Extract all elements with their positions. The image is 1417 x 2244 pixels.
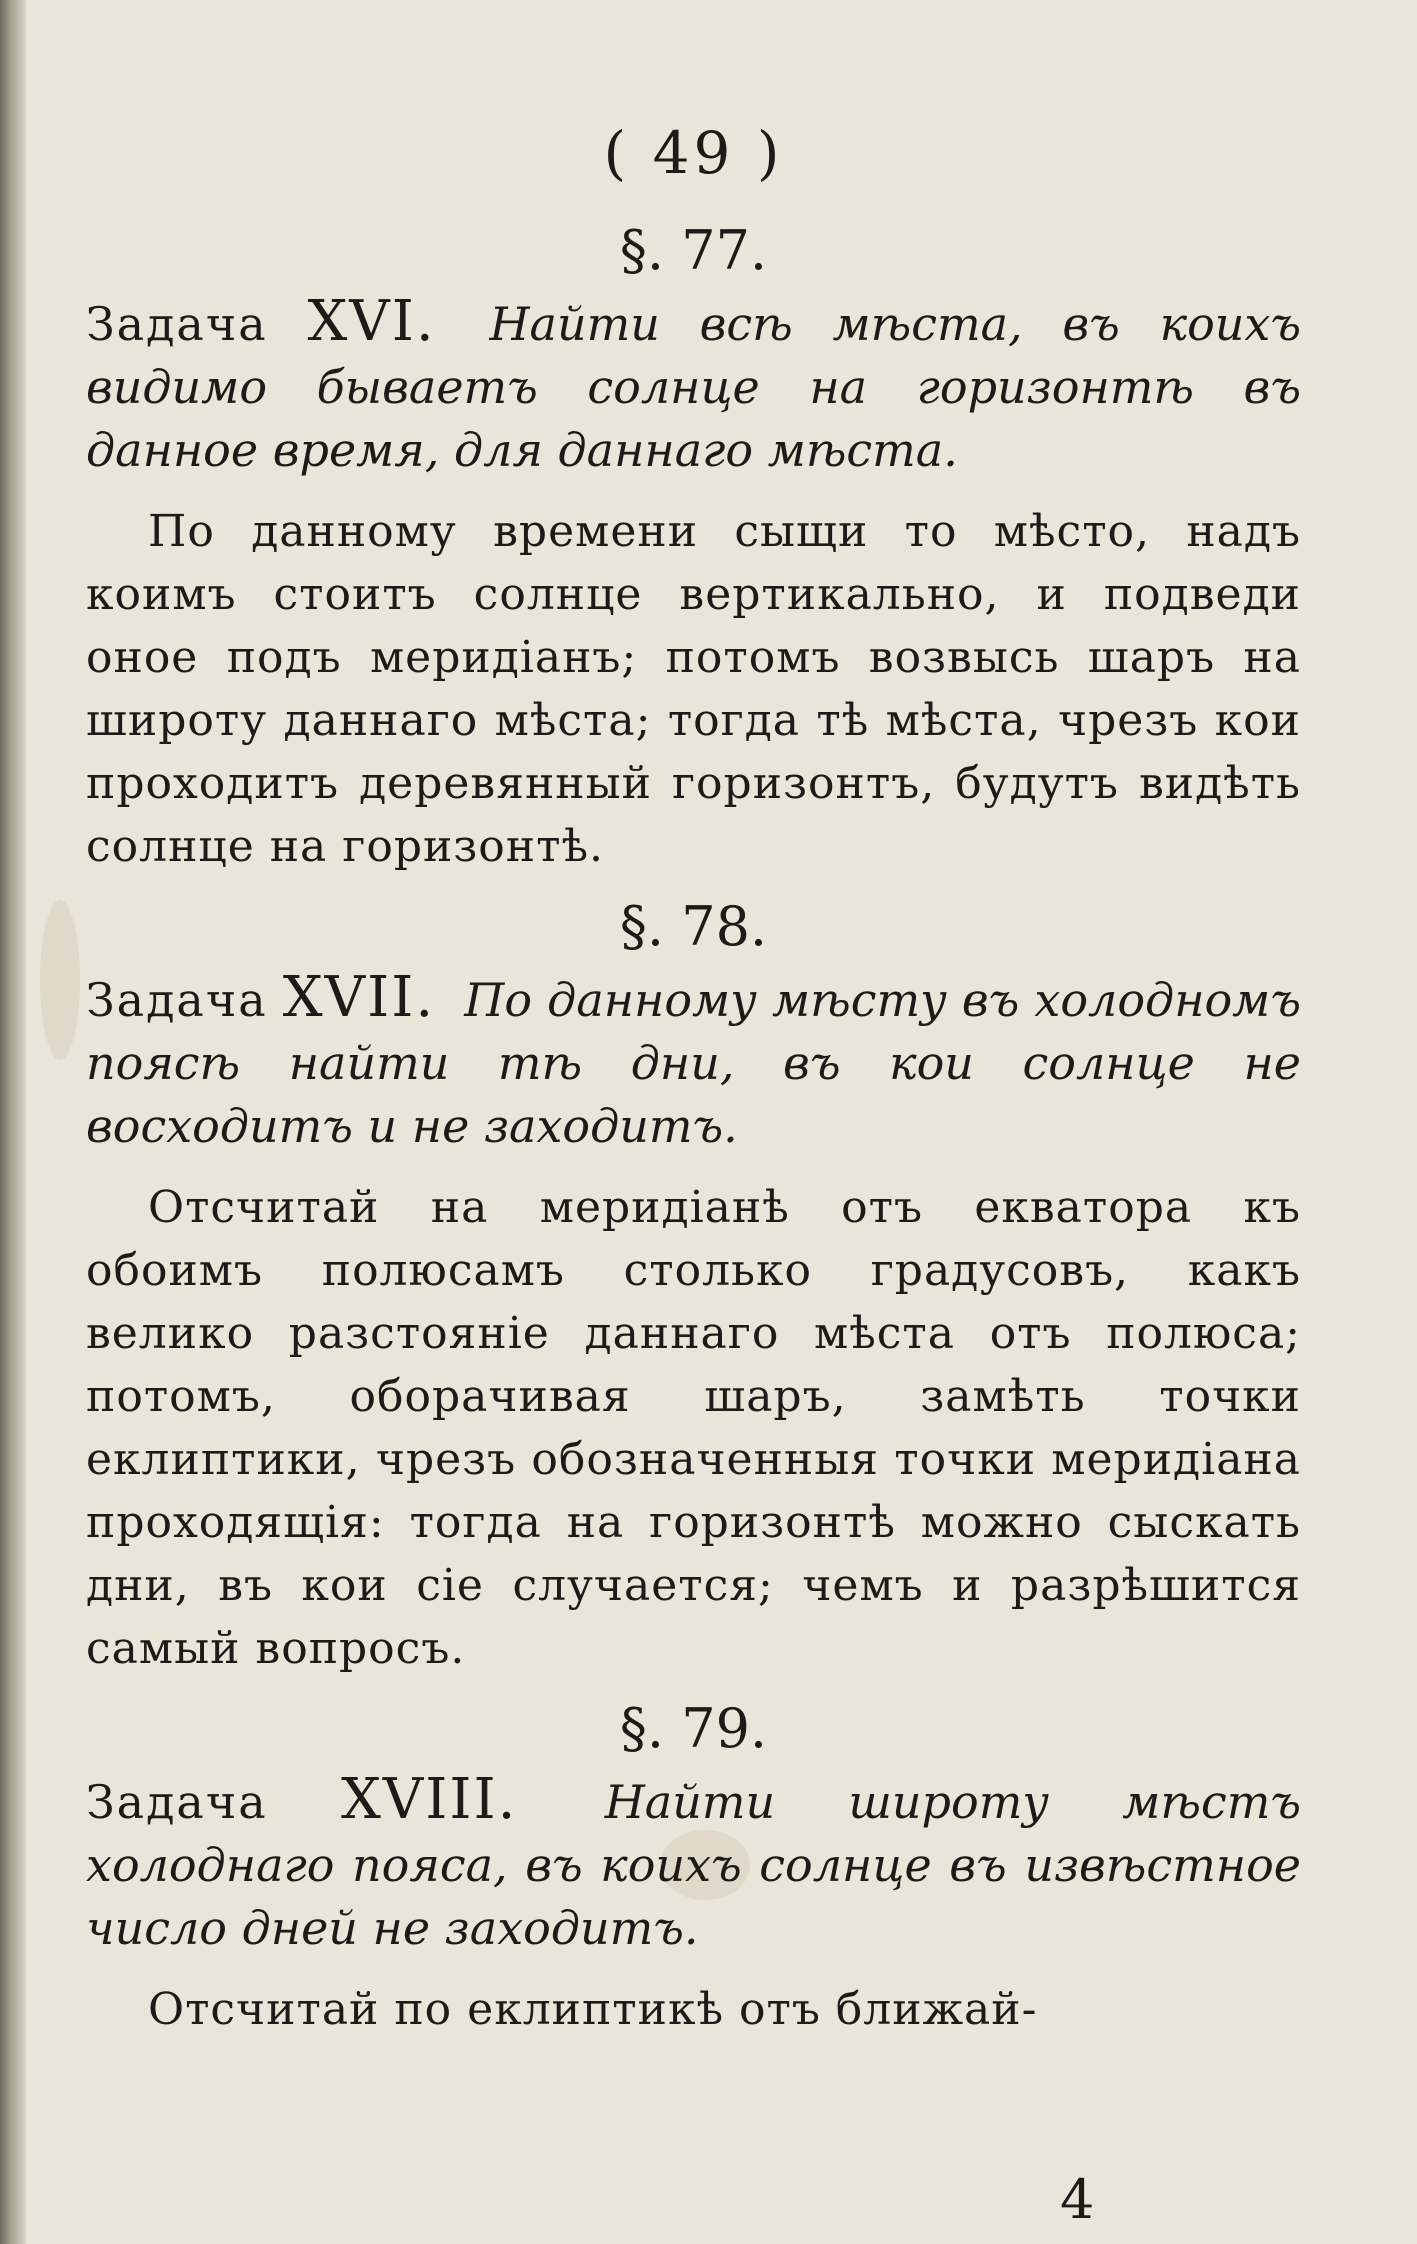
section-mark: §. 77. (619, 219, 768, 282)
problem-number: XVII. (282, 965, 436, 1030)
solution-paragraph: Отсчитай на меридіанѣ отъ екватора къ обоимъ полюсамъ столько градусовъ, какъ велико разстояніе даннаго мѣста отъ полюса; потомъ, оборачивая шаръ, замѣть точки еклиптики, чрезъ обозначенныя точки меридіана проходящія: тогда на горизонтѣ можно сыскать дни, въ кои сіе случается; чемъ и разрѣшится самый вопросъ. (86, 1182, 1301, 1674)
problem-statement: По данному мѣсту въ холодномъ поясѣ найти тѣ дни, въ кои солнце не восходитъ и не заходитъ. (86, 973, 1301, 1153)
problem-statement: Найти всѣ мѣста, въ коихъ видимо бываетъ солнце на горизонтѣ въ данное время, для даннаго мѣста. (86, 297, 1301, 477)
problem-heading (86, 966, 1301, 1158)
problem-number: XVIII. (340, 1767, 518, 1832)
problem-heading (86, 290, 1301, 482)
problem-label: Задача (86, 973, 268, 1027)
problem-number: XVI. (307, 289, 436, 354)
solution-paragraph: Отсчитай по еклиптикѣ отъ ближай- (148, 1984, 1038, 2035)
problem-statement: Найти широту мѣстъ холоднаго пояса, въ коихъ солнце въ извѣстное число дней не заходитъ. (86, 1775, 1302, 1955)
problem-label: Задача (86, 297, 268, 351)
section-mark: §. 78. (619, 895, 768, 958)
page-number: ( 49 ) (603, 119, 784, 187)
problem-heading (86, 1768, 1301, 1960)
book-page (86, 108, 1301, 2041)
paper-stain (40, 900, 80, 1060)
signature-mark: 4 (1060, 2168, 1095, 2231)
section-mark: §. 79. (619, 1697, 768, 1760)
problem-label: Задача (86, 1775, 268, 1829)
book-binding-edge (0, 0, 26, 2244)
solution-paragraph: По данному времени сыщи то мѣсто, надъ коимъ стоитъ солнце вертикально, и подведи оное подъ меридіанъ; потомъ возвысь шаръ на широту даннаго мѣста; тогда тѣ мѣста, чрезъ кои проходитъ деревянный горизонтъ, будутъ видѣть солнце на горизонтѣ. (86, 506, 1301, 872)
